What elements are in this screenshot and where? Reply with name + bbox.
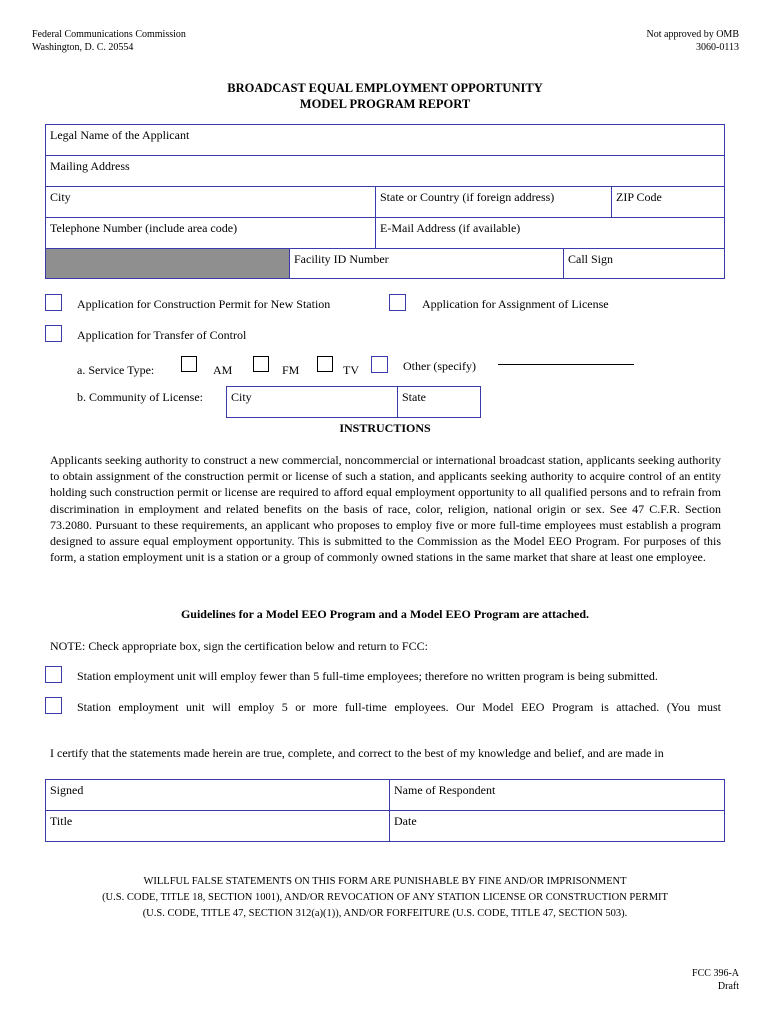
fewer-employees-label: Station employment unit will employ fewer than 5 full-time employees; therefore no written program is being submitted. bbox=[77, 669, 658, 683]
shaded-block bbox=[45, 248, 290, 279]
respondent-name-field[interactable] bbox=[389, 779, 725, 811]
transfer-control-checkbox[interactable] bbox=[45, 325, 62, 342]
tv-checkbox[interactable] bbox=[317, 356, 333, 372]
zip-field[interactable] bbox=[611, 186, 725, 218]
construction-permit-label: Application for Construction Permit for New Station bbox=[77, 297, 331, 311]
tv-label: TV bbox=[343, 363, 359, 377]
community-city-label: City bbox=[231, 390, 252, 404]
community-state-label: State bbox=[402, 390, 426, 404]
zip-label: ZIP Code bbox=[616, 190, 662, 204]
legal-name-label: Legal Name of the Applicant bbox=[50, 128, 190, 142]
city-field[interactable] bbox=[45, 186, 376, 218]
facility-id-label: Facility ID Number bbox=[294, 252, 389, 266]
draft-status: Draft bbox=[717, 981, 739, 992]
form-title bbox=[0, 80, 770, 112]
city-label: City bbox=[50, 190, 71, 204]
date-label: Date bbox=[394, 814, 417, 828]
legal-name-field[interactable] bbox=[45, 124, 725, 156]
false-statements-warning bbox=[0, 874, 770, 922]
assignment-license-checkbox[interactable] bbox=[389, 294, 406, 311]
facility-id-field[interactable] bbox=[289, 248, 564, 279]
agency-line2: Washington, D. C. 20554 bbox=[32, 42, 134, 53]
guidelines-note: Guidelines for a Model EEO Program and a Model EEO Program are attached. bbox=[180, 607, 590, 621]
transfer-control-label: Application for Transfer of Control bbox=[77, 328, 247, 342]
warning-line2: (U.S. CODE, TITLE 18, SECTION 1001), AND/OR REVOCATION OF ANY STATION LICENSE OR CONSTRUCTION PERMIT bbox=[102, 892, 668, 903]
more-employees-checkbox[interactable] bbox=[45, 697, 62, 714]
date-field[interactable] bbox=[389, 810, 725, 842]
title-label: Title bbox=[50, 814, 73, 828]
note-text: NOTE: Check appropriate box, sign the certification below and return to FCC: bbox=[50, 639, 428, 653]
fm-label: FM bbox=[282, 363, 300, 377]
call-sign-label: Call Sign bbox=[568, 252, 614, 266]
mailing-address-label: Mailing Address bbox=[50, 159, 130, 173]
omb-line2: 3060-0113 bbox=[696, 42, 739, 53]
warning-line1: WILLFUL FALSE STATEMENTS ON THIS FORM ARE PUNISHABLE BY FINE AND/OR IMPRISONMENT bbox=[143, 876, 627, 887]
fm-checkbox[interactable] bbox=[253, 356, 269, 372]
am-label: AM bbox=[213, 363, 233, 377]
email-field[interactable] bbox=[375, 217, 725, 249]
instructions-body: Applicants seeking authority to construct a new commercial, noncommercial or international broadcast station, applicants seeking authority to obtain assignment of the construction permit or license of such a station, and applicants seeking authority to acquire control of an entity holding such construction permit or license are required to afford equal employment opportunity to all qualified persons and to refrain from discrimination in employment and related benefits on the basis of race, color, religion, national origin or sex. See 47 C.F.R. Section 73.2080. Pursuant to these requirements, an applicant who proposes to employ five or more full-time employees must establish a program designed to assure equal employment opportunity. This is submitted to the Commission as the Model EEO Program. For purposes of this form, a station employment unit is a station or a group of commonly owned stations in the same market that share at least one employee. bbox=[50, 453, 721, 565]
omb-status bbox=[647, 28, 740, 54]
form-number bbox=[692, 967, 739, 993]
instructions-heading: INSTRUCTIONS bbox=[339, 421, 431, 435]
certification-text: I certify that the statements made herein are true, complete, and correct to the best of my knowledge and belief, and are made in bbox=[50, 746, 664, 760]
title-line1: BROADCAST EQUAL EMPLOYMENT OPPORTUNITY bbox=[227, 81, 543, 95]
telephone-label: Telephone Number (include area code) bbox=[50, 221, 238, 235]
community-label: b. Community of License: bbox=[77, 390, 203, 404]
more-employees-label: Station employment unit will employ 5 or more full-time employees. Our Model EEO Program is attached. (You must bbox=[77, 700, 721, 714]
assignment-license-label: Application for Assignment of License bbox=[422, 297, 609, 311]
fewer-employees-checkbox[interactable] bbox=[45, 666, 62, 683]
email-label: E-Mail Address (if available) bbox=[380, 221, 521, 235]
signed-label: Signed bbox=[50, 783, 84, 797]
omb-line1: Not approved by OMB bbox=[646, 29, 739, 40]
call-sign-field[interactable] bbox=[563, 248, 725, 279]
am-checkbox[interactable] bbox=[181, 356, 197, 372]
mailing-address-field[interactable] bbox=[45, 155, 725, 187]
other-service-checkbox[interactable] bbox=[371, 356, 388, 373]
agency-name bbox=[32, 28, 186, 54]
title-line2: MODEL PROGRAM REPORT bbox=[299, 97, 471, 111]
signed-field[interactable] bbox=[45, 779, 390, 811]
other-service-label: Other (specify) bbox=[403, 359, 476, 373]
form-number-text: FCC 396-A bbox=[692, 968, 739, 979]
state-country-field[interactable] bbox=[375, 186, 612, 218]
respondent-name-label: Name of Respondent bbox=[394, 783, 496, 797]
state-country-label: State or Country (if foreign address) bbox=[380, 190, 555, 204]
community-city-field[interactable] bbox=[226, 386, 398, 418]
title-field[interactable] bbox=[45, 810, 390, 842]
construction-permit-checkbox[interactable] bbox=[45, 294, 62, 311]
agency-line1: Federal Communications Commission bbox=[32, 29, 186, 40]
warning-line3: (U.S. CODE, TITLE 47, SECTION 312(a)(1)), AND/OR FORFEITURE (U.S. CODE, TITLE 47, SECTION 503). bbox=[142, 908, 628, 919]
telephone-field[interactable] bbox=[45, 217, 376, 249]
service-type-label: a. Service Type: bbox=[77, 363, 155, 377]
community-state-field[interactable] bbox=[397, 386, 481, 418]
other-specify-line[interactable] bbox=[498, 364, 634, 365]
